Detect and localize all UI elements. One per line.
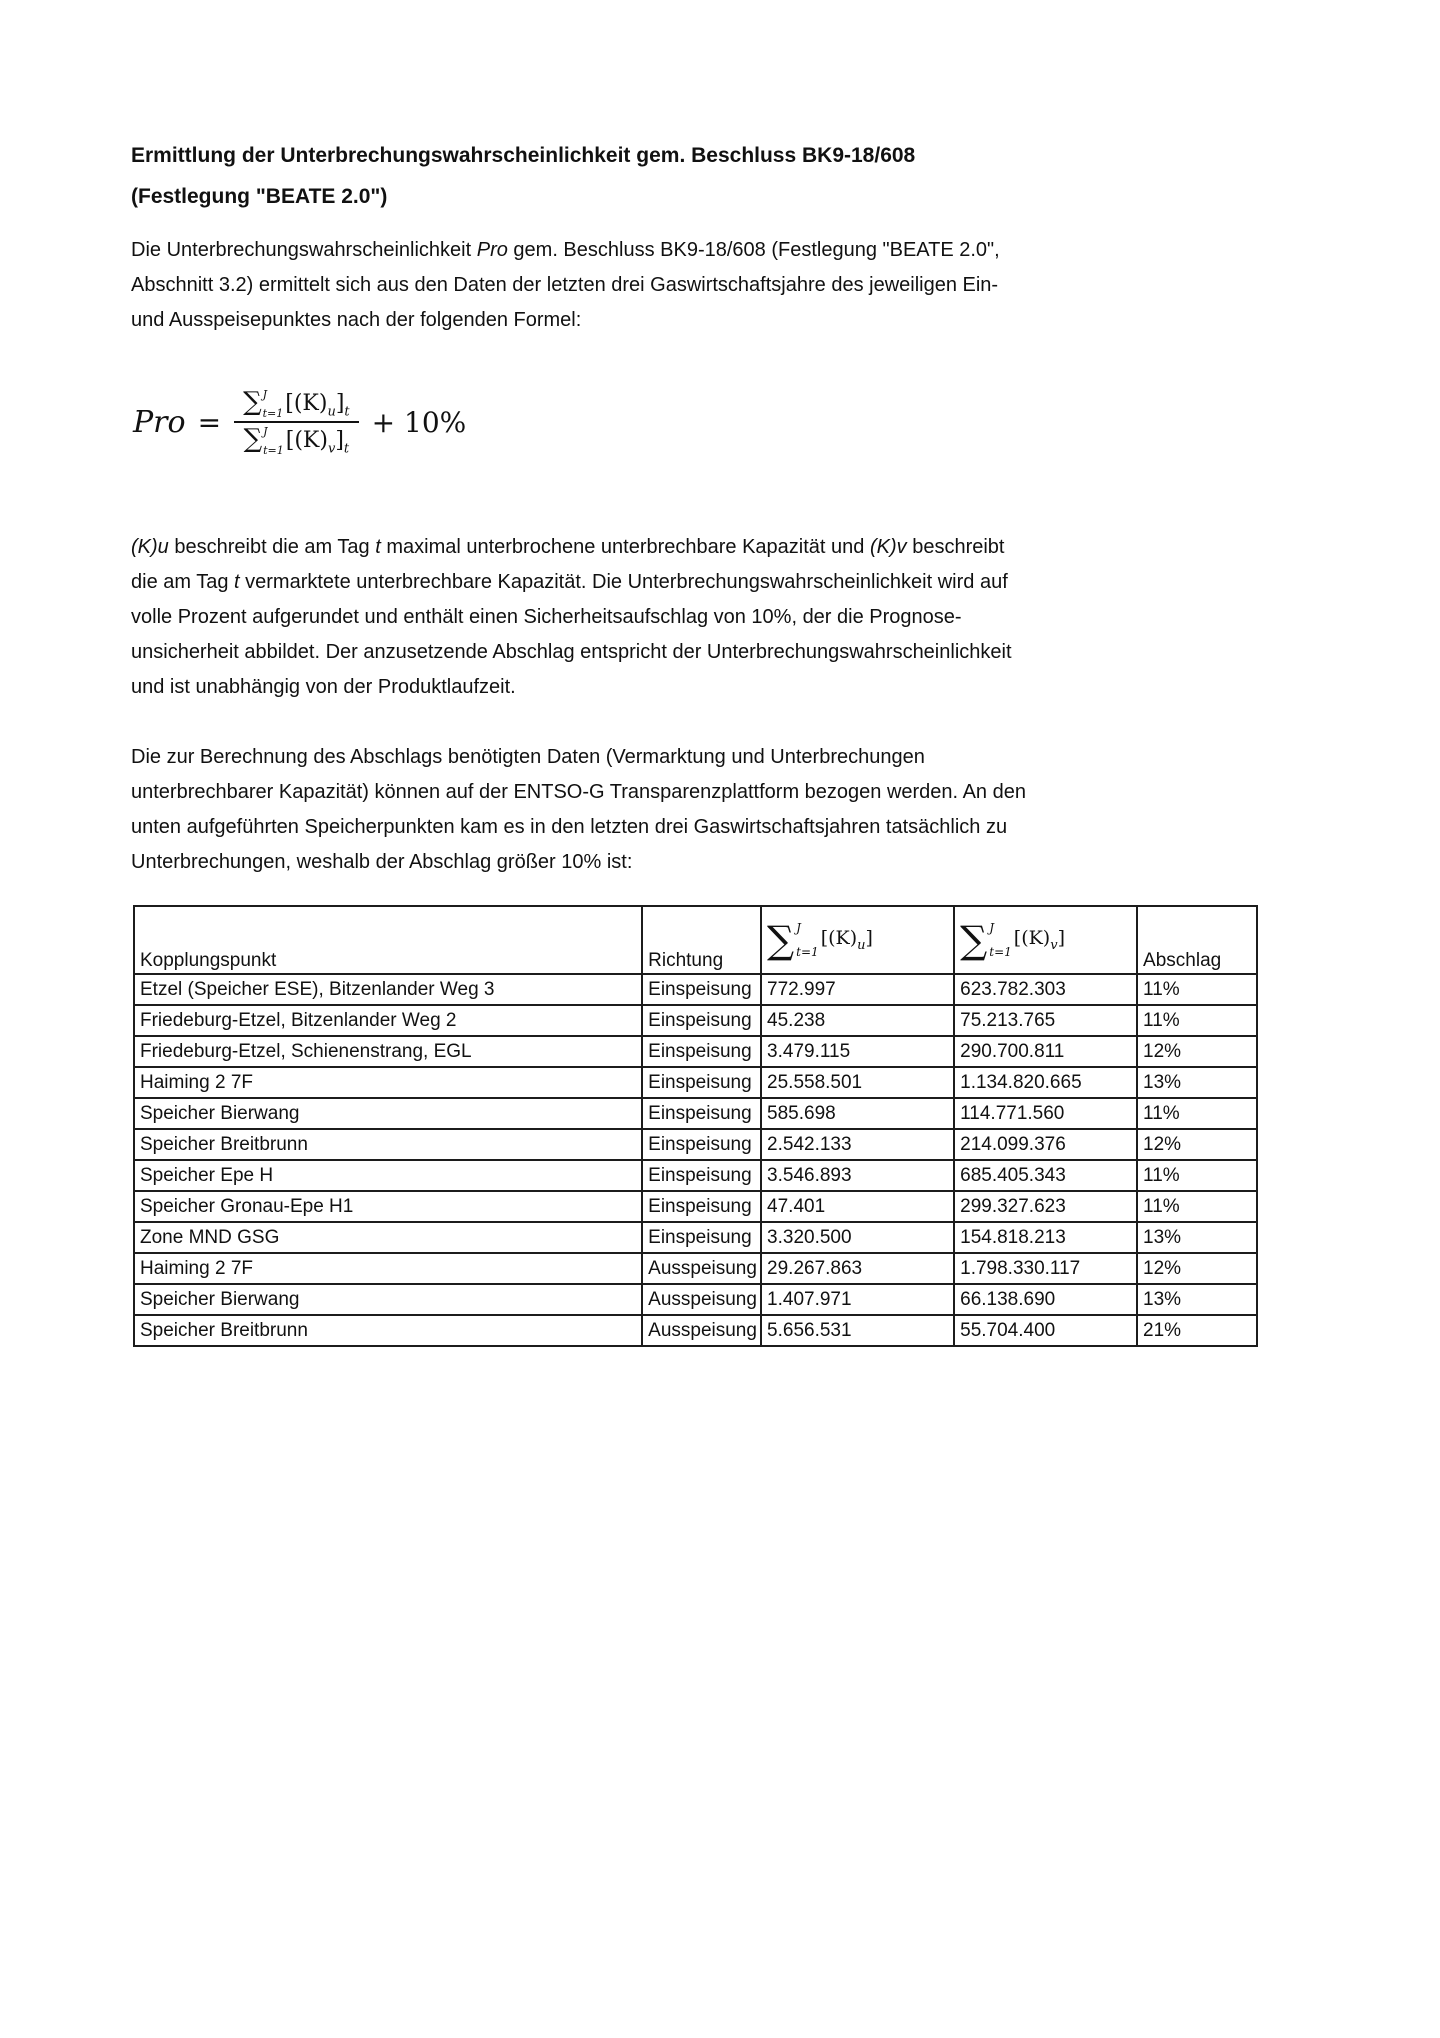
formula-denominator (234, 421, 360, 458)
cell-kv: 290.700.811 (954, 1036, 1137, 1067)
cell-kopplungspunkt: Speicher Gronau-Epe H1 (134, 1191, 642, 1222)
paragraph-line (131, 233, 1311, 268)
header-row (134, 906, 1257, 974)
table-row (134, 1160, 1257, 1191)
sigma-limits (987, 920, 1014, 960)
document-content (131, 135, 1311, 1347)
text-run: beschreibt (906, 536, 1005, 558)
text-run-italic: Pro (476, 239, 508, 261)
paragraph-line: und Ausspeisepunktes nach der folgenden Formel: (131, 309, 582, 331)
paragraph-line: unterbrechbarer Kapazität) können auf der ENTSO-G Transparenzplattform bezogen werden. An den (131, 781, 1026, 803)
cell-abschlag: 12% (1137, 1253, 1257, 1284)
cell-kv: 299.327.623 (954, 1191, 1137, 1222)
text-run: maximal unterbrochene unterbrechbare Kapazität und (380, 536, 870, 558)
table-body (134, 974, 1257, 1346)
sigma-limits (262, 425, 286, 457)
header-richtung: Richtung (642, 906, 761, 974)
sigma-symbol: ∑ (767, 918, 795, 962)
denominator-expression (285, 428, 350, 457)
table-row (134, 1005, 1257, 1036)
cell-abschlag: 13% (1137, 1284, 1257, 1315)
sigma-limits (794, 920, 821, 960)
paragraph-line: unten aufgeführten Speicherpunkten kam es in den letzten drei Gaswirtschaftsjahren tatsächlich zu (131, 816, 1008, 838)
cell-richtung: Einspeisung (642, 974, 761, 1005)
paragraph-definitions (131, 530, 1311, 705)
header-kopplungspunkt: Kopplungspunkt (134, 906, 642, 974)
table-row (134, 1222, 1257, 1253)
cell-abschlag: 11% (1137, 974, 1257, 1005)
cell-richtung: Einspeisung (642, 1036, 761, 1067)
text-run: ] (865, 927, 873, 950)
formula-equals: = (197, 405, 222, 439)
paragraph-line (131, 565, 1311, 600)
cell-richtung: Einspeisung (642, 1098, 761, 1129)
subscript-t: t (344, 404, 350, 420)
cell-ku: 1.407.971 (761, 1284, 954, 1315)
text-run: beschreibt die am Tag (168, 536, 376, 558)
paragraph-line: Die zur Berechnung des Abschlags benötigten Daten (Vermarktung und Unterbrechungen (131, 746, 925, 768)
cell-kopplungspunkt: Zone MND GSG (134, 1222, 642, 1253)
text-run: gem. Beschluss BK9-18/608 (Festlegung "BEATE 2.0", (507, 239, 1000, 261)
cell-richtung: Einspeisung (642, 1005, 761, 1036)
text-run: ] (1057, 927, 1065, 950)
paragraph-line: Unterbrechungen, weshalb der Abschlag größer 10% ist: (131, 851, 633, 873)
cell-abschlag: 11% (1137, 1160, 1257, 1191)
table-row (134, 974, 1257, 1005)
text-run: [(K) (285, 428, 328, 453)
numerator-expression (285, 391, 350, 420)
subscript-u: u (327, 404, 336, 420)
ku-expression (821, 927, 873, 953)
cell-ku: 29.267.863 (761, 1253, 954, 1284)
cell-richtung: Ausspeisung (642, 1284, 761, 1315)
text-run: [(K) (1013, 927, 1051, 950)
cell-kv: 1.798.330.117 (954, 1253, 1137, 1284)
cell-kopplungspunkt: Etzel (Speicher ESE), Bitzenlander Weg 3 (134, 974, 642, 1005)
title-line-1: Ermittlung der Unterbrechungswahrscheinlichkeit gem. Beschluss BK9-18/608 (131, 144, 916, 167)
cell-kopplungspunkt: Speicher Bierwang (134, 1098, 642, 1129)
sigma-lower: t=1 (989, 945, 1012, 959)
cell-kopplungspunkt: Friedeburg-Etzel, Bitzenlander Weg 2 (134, 1005, 642, 1036)
cell-kopplungspunkt: Speicher Breitbrunn (134, 1315, 642, 1346)
table-row (134, 1098, 1257, 1129)
cell-abschlag: 11% (1137, 1005, 1257, 1036)
paragraph-line: und ist unabhängig von der Produktlaufzeit. (131, 676, 516, 698)
cell-kopplungspunkt: Friedeburg-Etzel, Schienenstrang, EGL (134, 1036, 642, 1067)
cell-kopplungspunkt: Speicher Bierwang (134, 1284, 642, 1315)
abschlag-table (133, 905, 1258, 1347)
text-run-italic: t (375, 536, 381, 558)
cell-richtung: Ausspeisung (642, 1253, 761, 1284)
header-abschlag: Abschlag (1137, 906, 1257, 974)
cell-ku: 3.479.115 (761, 1036, 954, 1067)
cell-ku: 585.698 (761, 1098, 954, 1129)
text-run-italic: (K)v (869, 536, 907, 558)
cell-ku: 5.656.531 (761, 1315, 954, 1346)
cell-kv: 154.818.213 (954, 1222, 1137, 1253)
cell-ku: 3.320.500 (761, 1222, 954, 1253)
paragraph-line (131, 530, 1311, 565)
cell-richtung: Einspeisung (642, 1191, 761, 1222)
sum-expression (767, 920, 948, 960)
paragraph-line: unsicherheit abbildet. Der anzusetzende Abschlag entspricht der Unterbrechungswahrscheinlichkeit (131, 641, 1012, 663)
sigma-symbol: ∑ (243, 424, 263, 454)
subscript-v: v (1050, 937, 1058, 953)
cell-abschlag: 21% (1137, 1315, 1257, 1346)
cell-abschlag: 11% (1137, 1191, 1257, 1222)
paragraph-line: Abschnitt 3.2) ermittelt sich aus den Daten der letzten drei Gaswirtschaftsjahre des jeweiligen Ein- (131, 274, 999, 296)
cell-abschlag: 13% (1137, 1067, 1257, 1098)
cell-kv: 1.134.820.665 (954, 1067, 1137, 1098)
cell-abschlag: 12% (1137, 1036, 1257, 1067)
header-sum-ku (761, 906, 954, 974)
sigma-upper: J (263, 425, 268, 438)
text-run: vermarktete unterbrechbare Kapazität. Die Unterbrechungswahrscheinlichkeit wird auf (239, 571, 1008, 593)
pro-formula (133, 368, 1311, 476)
table-header (134, 906, 1257, 974)
cell-kopplungspunkt: Haiming 2 7F (134, 1253, 642, 1284)
cell-abschlag: 11% (1137, 1098, 1257, 1129)
sigma-symbol: ∑ (960, 918, 988, 962)
cell-ku: 3.546.893 (761, 1160, 954, 1191)
sum-expression (960, 920, 1131, 960)
cell-kv: 75.213.765 (954, 1005, 1137, 1036)
table-row (134, 1036, 1257, 1067)
cell-ku: 772.997 (761, 974, 954, 1005)
text-run: ] (335, 428, 344, 453)
table-row (134, 1191, 1257, 1222)
cell-richtung: Einspeisung (642, 1129, 761, 1160)
text-run-italic: t (234, 571, 240, 593)
page-title (131, 135, 1311, 217)
cell-ku: 47.401 (761, 1191, 954, 1222)
cell-kv: 114.771.560 (954, 1098, 1137, 1129)
cell-ku: 2.542.133 (761, 1129, 954, 1160)
sigma-lower: t=1 (262, 407, 284, 420)
formula-plus-ten-percent: + 10% (371, 405, 467, 439)
sigma-upper: J (989, 921, 995, 935)
text-run: [(K) (820, 927, 858, 950)
cell-kopplungspunkt: Speicher Breitbrunn (134, 1129, 642, 1160)
text-run-italic: (K)u (131, 536, 169, 558)
formula-pro: Pro (133, 404, 186, 440)
cell-richtung: Einspeisung (642, 1222, 761, 1253)
table-row (134, 1284, 1257, 1315)
paragraph-data-source (131, 740, 1311, 880)
table-row (134, 1067, 1257, 1098)
sigma-symbol: ∑ (243, 387, 262, 417)
title-line-2: (Festlegung "BEATE 2.0") (131, 185, 388, 208)
text-run: die am Tag (131, 571, 235, 593)
header-sum-kv (954, 906, 1137, 974)
cell-richtung: Ausspeisung (642, 1315, 761, 1346)
paragraph-line: volle Prozent aufgerundet und enthält einen Sicherheitsaufschlag von 10%, der die Prognose- (131, 606, 962, 628)
cell-ku: 45.238 (761, 1005, 954, 1036)
sigma-lower: t=1 (796, 945, 819, 959)
cell-abschlag: 12% (1137, 1129, 1257, 1160)
cell-kv: 623.782.303 (954, 974, 1137, 1005)
text-run: [(K) (285, 391, 328, 416)
cell-kopplungspunkt: Haiming 2 7F (134, 1067, 642, 1098)
cell-kv: 685.405.343 (954, 1160, 1137, 1191)
table-row (134, 1253, 1257, 1284)
table-row (134, 1129, 1257, 1160)
text-run: Die Unterbrechungswahrscheinlichkeit (131, 239, 477, 261)
subscript-t: t (343, 441, 350, 457)
text-run: ] (335, 391, 345, 416)
cell-abschlag: 13% (1137, 1222, 1257, 1253)
sigma-upper: J (262, 388, 268, 401)
formula-numerator (233, 386, 360, 421)
cell-kv: 66.138.690 (954, 1284, 1137, 1315)
cell-kopplungspunkt: Speicher Epe H (134, 1160, 642, 1191)
subscript-u: u (857, 937, 866, 953)
table-row (134, 1315, 1257, 1346)
cell-richtung: Einspeisung (642, 1067, 761, 1098)
cell-richtung: Einspeisung (642, 1160, 761, 1191)
sigma-limits (262, 388, 286, 420)
cell-ku: 25.558.501 (761, 1067, 954, 1098)
sigma-lower: t=1 (263, 444, 284, 457)
cell-kv: 214.099.376 (954, 1129, 1137, 1160)
kv-expression (1014, 927, 1065, 953)
paragraph-intro (131, 233, 1311, 338)
subscript-v: v (327, 441, 336, 457)
cell-kv: 55.704.400 (954, 1315, 1137, 1346)
sigma-upper: J (796, 921, 801, 935)
formula-fraction (233, 386, 360, 458)
